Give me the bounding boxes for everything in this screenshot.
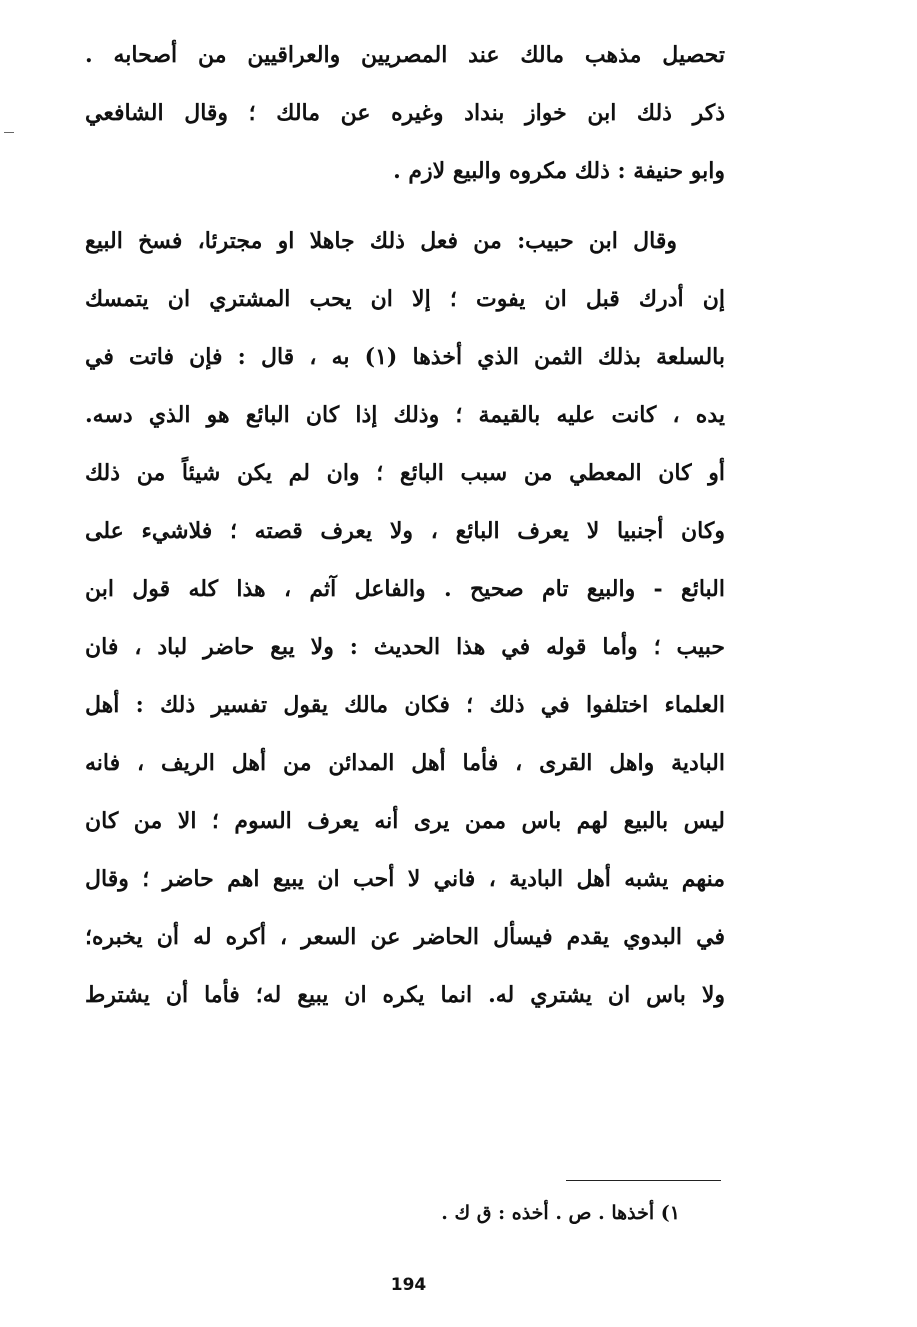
text-line: العلماء اختلفوا في ذلك ؛ فكان مالك يقول تفسير ذلك : أهل: [85, 692, 725, 718]
footnote-separator: [566, 1180, 721, 1181]
footnote: ١) أخذها . ص . أخذه : ق ك .: [441, 1202, 680, 1224]
text-line: تحصيل مذهب مالك عند المصريين والعراقيين من أصحابه .: [85, 42, 725, 68]
text-line: إن أدرك قبل ان يفوت ؛ إلا ان يحب المشتري ان يتمسك: [85, 286, 725, 312]
paragraph-2: [85, 212, 725, 1024]
text-line: ولا باس ان يشتري له. انما يكره ان يبيع له؛ فأما أن يشترط: [85, 982, 725, 1008]
margin-mark: [4, 132, 14, 133]
text-line: بالسلعة بذلك الثمن الذي أخذها (١) به ، قال : فإن فاتت في: [85, 344, 725, 370]
text-line: ذكر ذلك ابن خواز بنداد وغيره عن مالك ؛ وقال الشافعي: [85, 100, 725, 126]
text-line: وقال ابن حبيب: من فعل ذلك جاهلا او مجترئا، فسخ البيع: [85, 228, 677, 254]
text-line: ليس بالبيع لهم باس ممن يرى أنه يعرف السوم ؛ الا من كان: [85, 808, 725, 834]
text-line: البادية واهل القرى ، فأما أهل المدائن من أهل الريف ، فانه: [85, 750, 725, 776]
text-line: وكان أجنبيا لا يعرف البائع ، ولا يعرف قصته ؛ فلاشيء على: [85, 518, 725, 544]
text-line: في البدوي يقدم فيسأل الحاضر عن السعر ، أكره له أن يخبره؛: [85, 924, 725, 950]
text-line: وابو حنيفة : ذلك مكروه والبيع لازم .: [393, 158, 725, 184]
paragraph-1: [85, 26, 725, 200]
text-line: منهم يشبه أهل البادية ، فاني لا أحب ان يبيع اهم حاضر ؛ وقال: [85, 866, 725, 892]
text-line: يده ، كانت عليه بالقيمة ؛ وذلك إذا كان البائع هو الذي دسه.: [85, 402, 725, 428]
text-line: حبيب ؛ وأما قوله في هذا الحديث : ولا يبع حاضر لباد ، فان: [85, 634, 725, 660]
text-line: البائع - والبيع تام صحيح . والفاعل آثم ، هذا كله قول ابن: [85, 576, 725, 602]
text-line: أو كان المعطي من سبب البائع ؛ وان لم يكن شيئاً من ذلك: [85, 460, 725, 486]
page-number: 194: [390, 1275, 427, 1295]
